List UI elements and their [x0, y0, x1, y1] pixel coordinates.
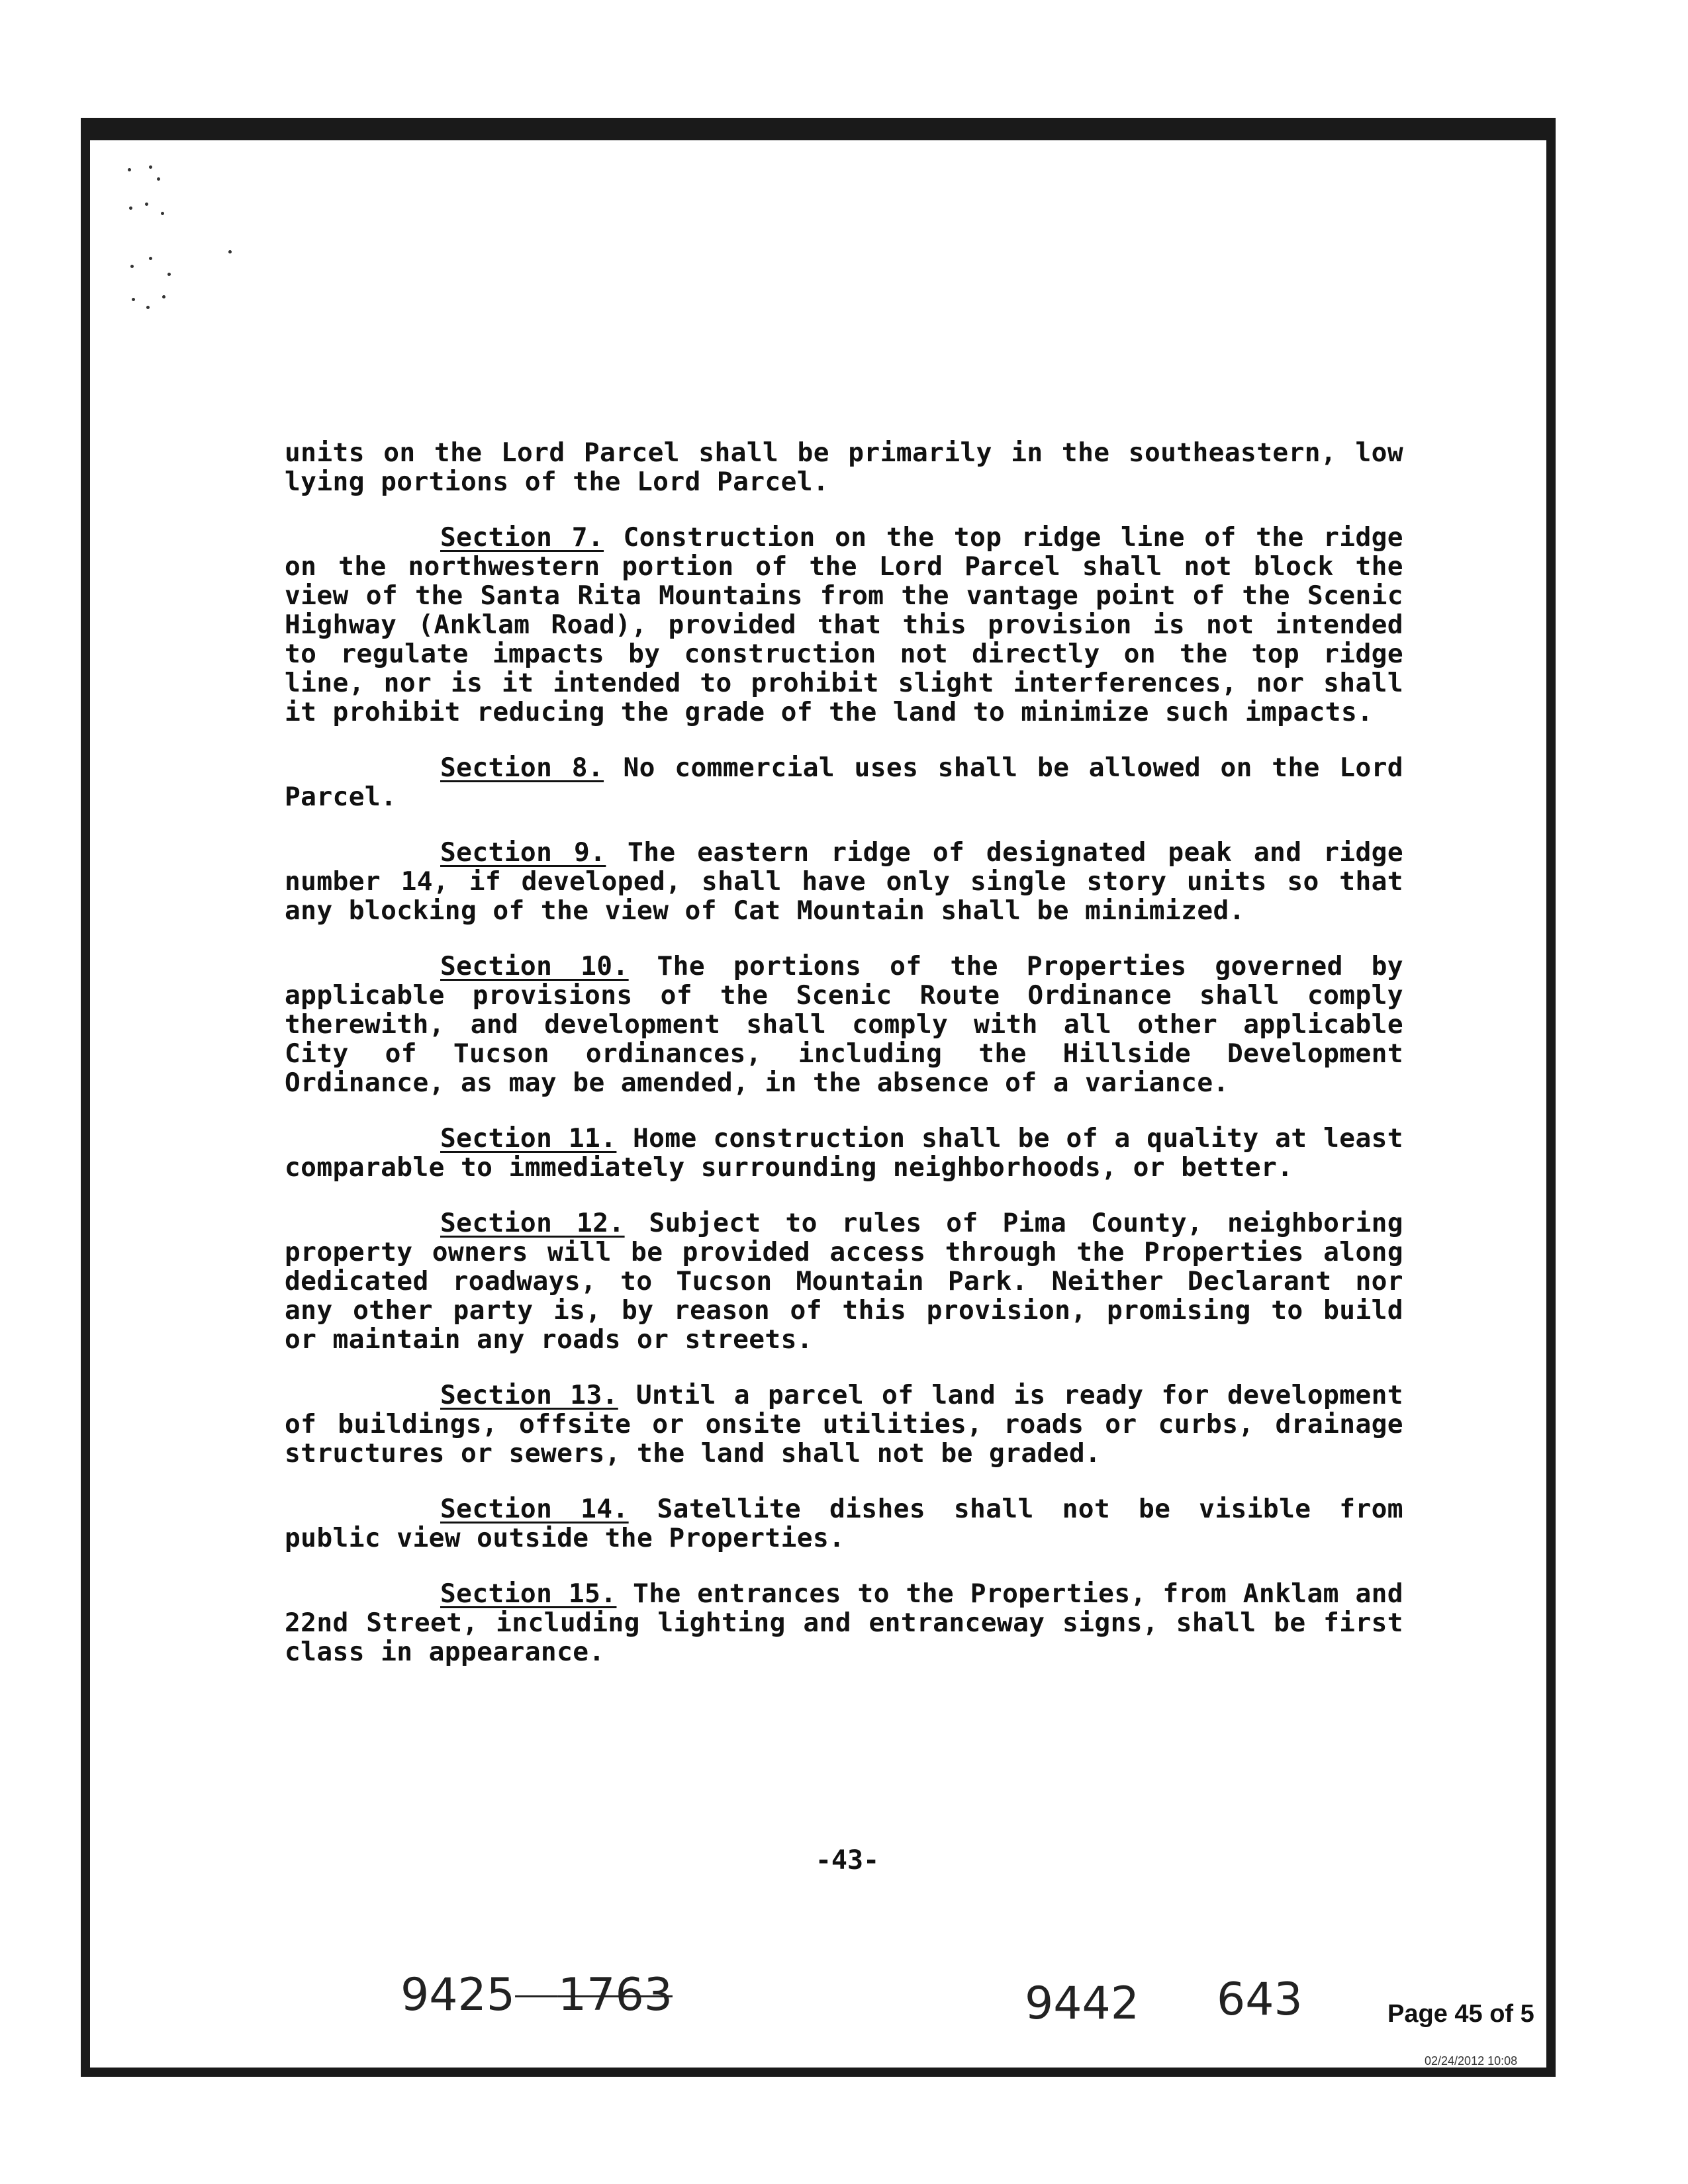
paragraph-text: Construction on the top ridge line of the ridge on the northwestern portion of the Lord Parcel shall not block the view of the Santa Rita Mountains from the vantage point of the Scenic Highway (Anklam Road), provided that this provision is not intended to regulate impacts by construction not directly on the top ridge line, nor is it intended to prohibit slight interferences, nor shall it prohibit reducing the grade of the land to minimize such impacts.: [285, 522, 1403, 727]
paragraph-section-15: [285, 1579, 1403, 1666]
timestamp-stamp: 02/24/2012 10:08: [1425, 2054, 1518, 2068]
paragraph-text: The entrances to the Properties, from Anklam and 22nd Street, including lighting and entranceway signs, shall be first class in appearance.: [285, 1578, 1403, 1667]
section-heading: Section 14.: [440, 1494, 629, 1524]
paragraph-section-14: [285, 1494, 1403, 1553]
section-heading: Section 9.: [440, 837, 606, 868]
paragraph-section-12: [285, 1208, 1403, 1354]
handwritten-struck-page: [515, 1969, 673, 2021]
paragraph-section-7: [285, 523, 1403, 727]
paragraph-section-10: [285, 952, 1403, 1097]
paragraph-section-13: [285, 1381, 1403, 1468]
section-heading: Section 12.: [440, 1208, 625, 1238]
handwritten-book-number: 9442: [1025, 1978, 1140, 2030]
section-heading: Section 13.: [440, 1380, 618, 1410]
paragraph-text: Home construction shall be of a quality at least comparable to immediately surrounding neighborhoods, or better.: [285, 1123, 1403, 1183]
paragraph-section-11: [285, 1124, 1403, 1182]
handwritten-struck-page-number: 1763: [557, 1969, 673, 2021]
scan-frame-right: [1546, 118, 1556, 2077]
paragraph-text: No commercial uses shall be allowed on the Lord Parcel.: [285, 752, 1403, 812]
paragraph-text: Until a parcel of land is ready for development of buildings, offsite or onsite utilities, roads or curbs, drainage structures or sewers, the land shall not be graded.: [285, 1380, 1403, 1469]
section-heading: Section 15.: [440, 1578, 617, 1609]
handwritten-book: 9425: [400, 1969, 516, 2021]
paragraph-section-9: [285, 838, 1403, 925]
paragraph-text: The eastern ridge of designated peak and ridge number 14, if developed, shall have only single story units so that any blocking of the view of Cat Mountain shall be minimized.: [285, 837, 1404, 926]
scan-frame-top: [81, 118, 1556, 140]
paragraph-text: Subject to rules of Pima County, neighboring property owners will be provided access through the Properties along dedicated roadways, to Tucson Mountain Park. Neither Declarant nor any other party is, by reason of this provision, promising to build or maintain any roads or streets.: [285, 1208, 1403, 1355]
section-heading: Section 7.: [440, 522, 604, 553]
document-body: [285, 438, 1403, 1693]
paragraph-text: units on the Lord Parcel shall be primarily in the southeastern, low lying portions of the Lord Parcel.: [285, 437, 1403, 497]
page-number: -43-: [815, 1845, 880, 1876]
page-counter: Page 45 of 5: [1387, 2000, 1534, 2028]
handwritten-page-number: 643: [1217, 1974, 1303, 2026]
section-heading: Section 10.: [440, 951, 629, 981]
paragraph-section-8: [285, 753, 1403, 811]
paragraph-text: Satellite dishes shall not be visible from public view outside the Properties.: [285, 1494, 1403, 1553]
scan-frame-left: [81, 118, 90, 2077]
handwritten-record-number-left: [400, 1969, 673, 2021]
section-heading: Section 11.: [440, 1123, 617, 1154]
paragraph-text: The portions of the Properties governed by applicable provisions of the Scenic Route Ordinance shall comply therewith, and development shall comply with all other applicable City of Tucson ordinances, including the Hillside Development Ordinance, as may be amended, in the absence of a variance.: [285, 951, 1403, 1098]
scan-speckle: [122, 165, 242, 324]
paragraph-intro: [285, 438, 1403, 496]
scan-frame-bottom: [81, 2068, 1556, 2077]
section-heading: Section 8.: [440, 752, 604, 783]
